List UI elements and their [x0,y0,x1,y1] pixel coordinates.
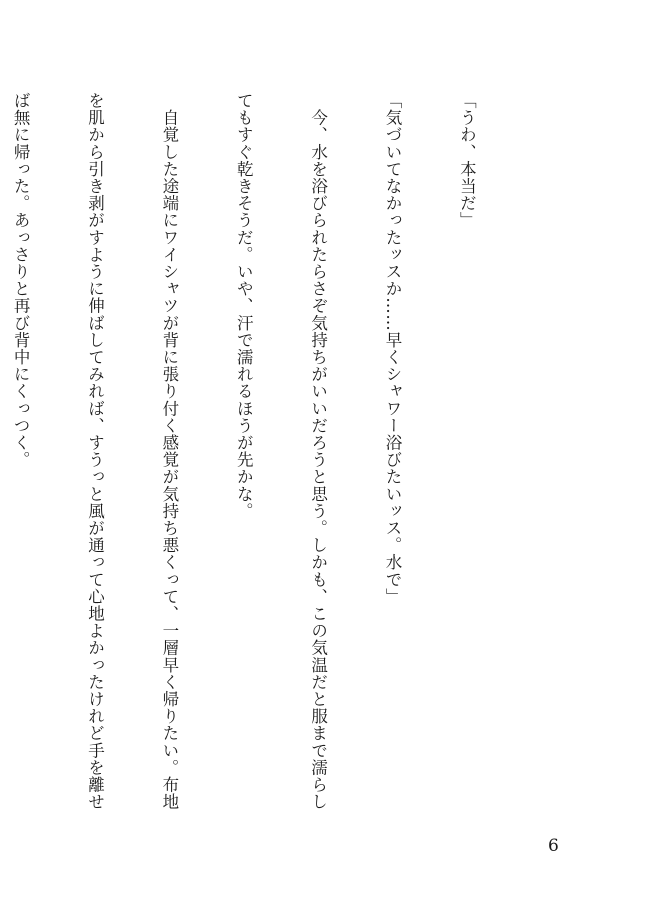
page-number: 6 [548,836,559,856]
text-line-6: を肌から引き剥がすように伸ばしてみれば、すうっと風が通って心地よかったけれど手を離せ [85,92,105,811]
text-line-7: ば無に帰った。あっさりと再び背中にくっつく。 [11,92,31,469]
text-line-4: てもすぐ乾きそうだ。いや、汗で濡れるほうが先かな。 [234,92,254,520]
text-line-2: 「気づいてなかったッスか……早くシャワー浴びたいッス。水で」 [383,92,403,605]
text-line-5: 自覚した途端にワイシャツが背に張り付く感覚が気持ち悪くって、一層早く帰りたい。布地 [159,92,179,811]
text-line-3: 今、水を浴びられたらさぞ気持ちがいいだろうと思う。しかも、この気温だと服まで濡らし [308,92,328,811]
novel-text-body [11,92,528,822]
text-line-1: 「うわ、本当だ」 [457,92,477,229]
